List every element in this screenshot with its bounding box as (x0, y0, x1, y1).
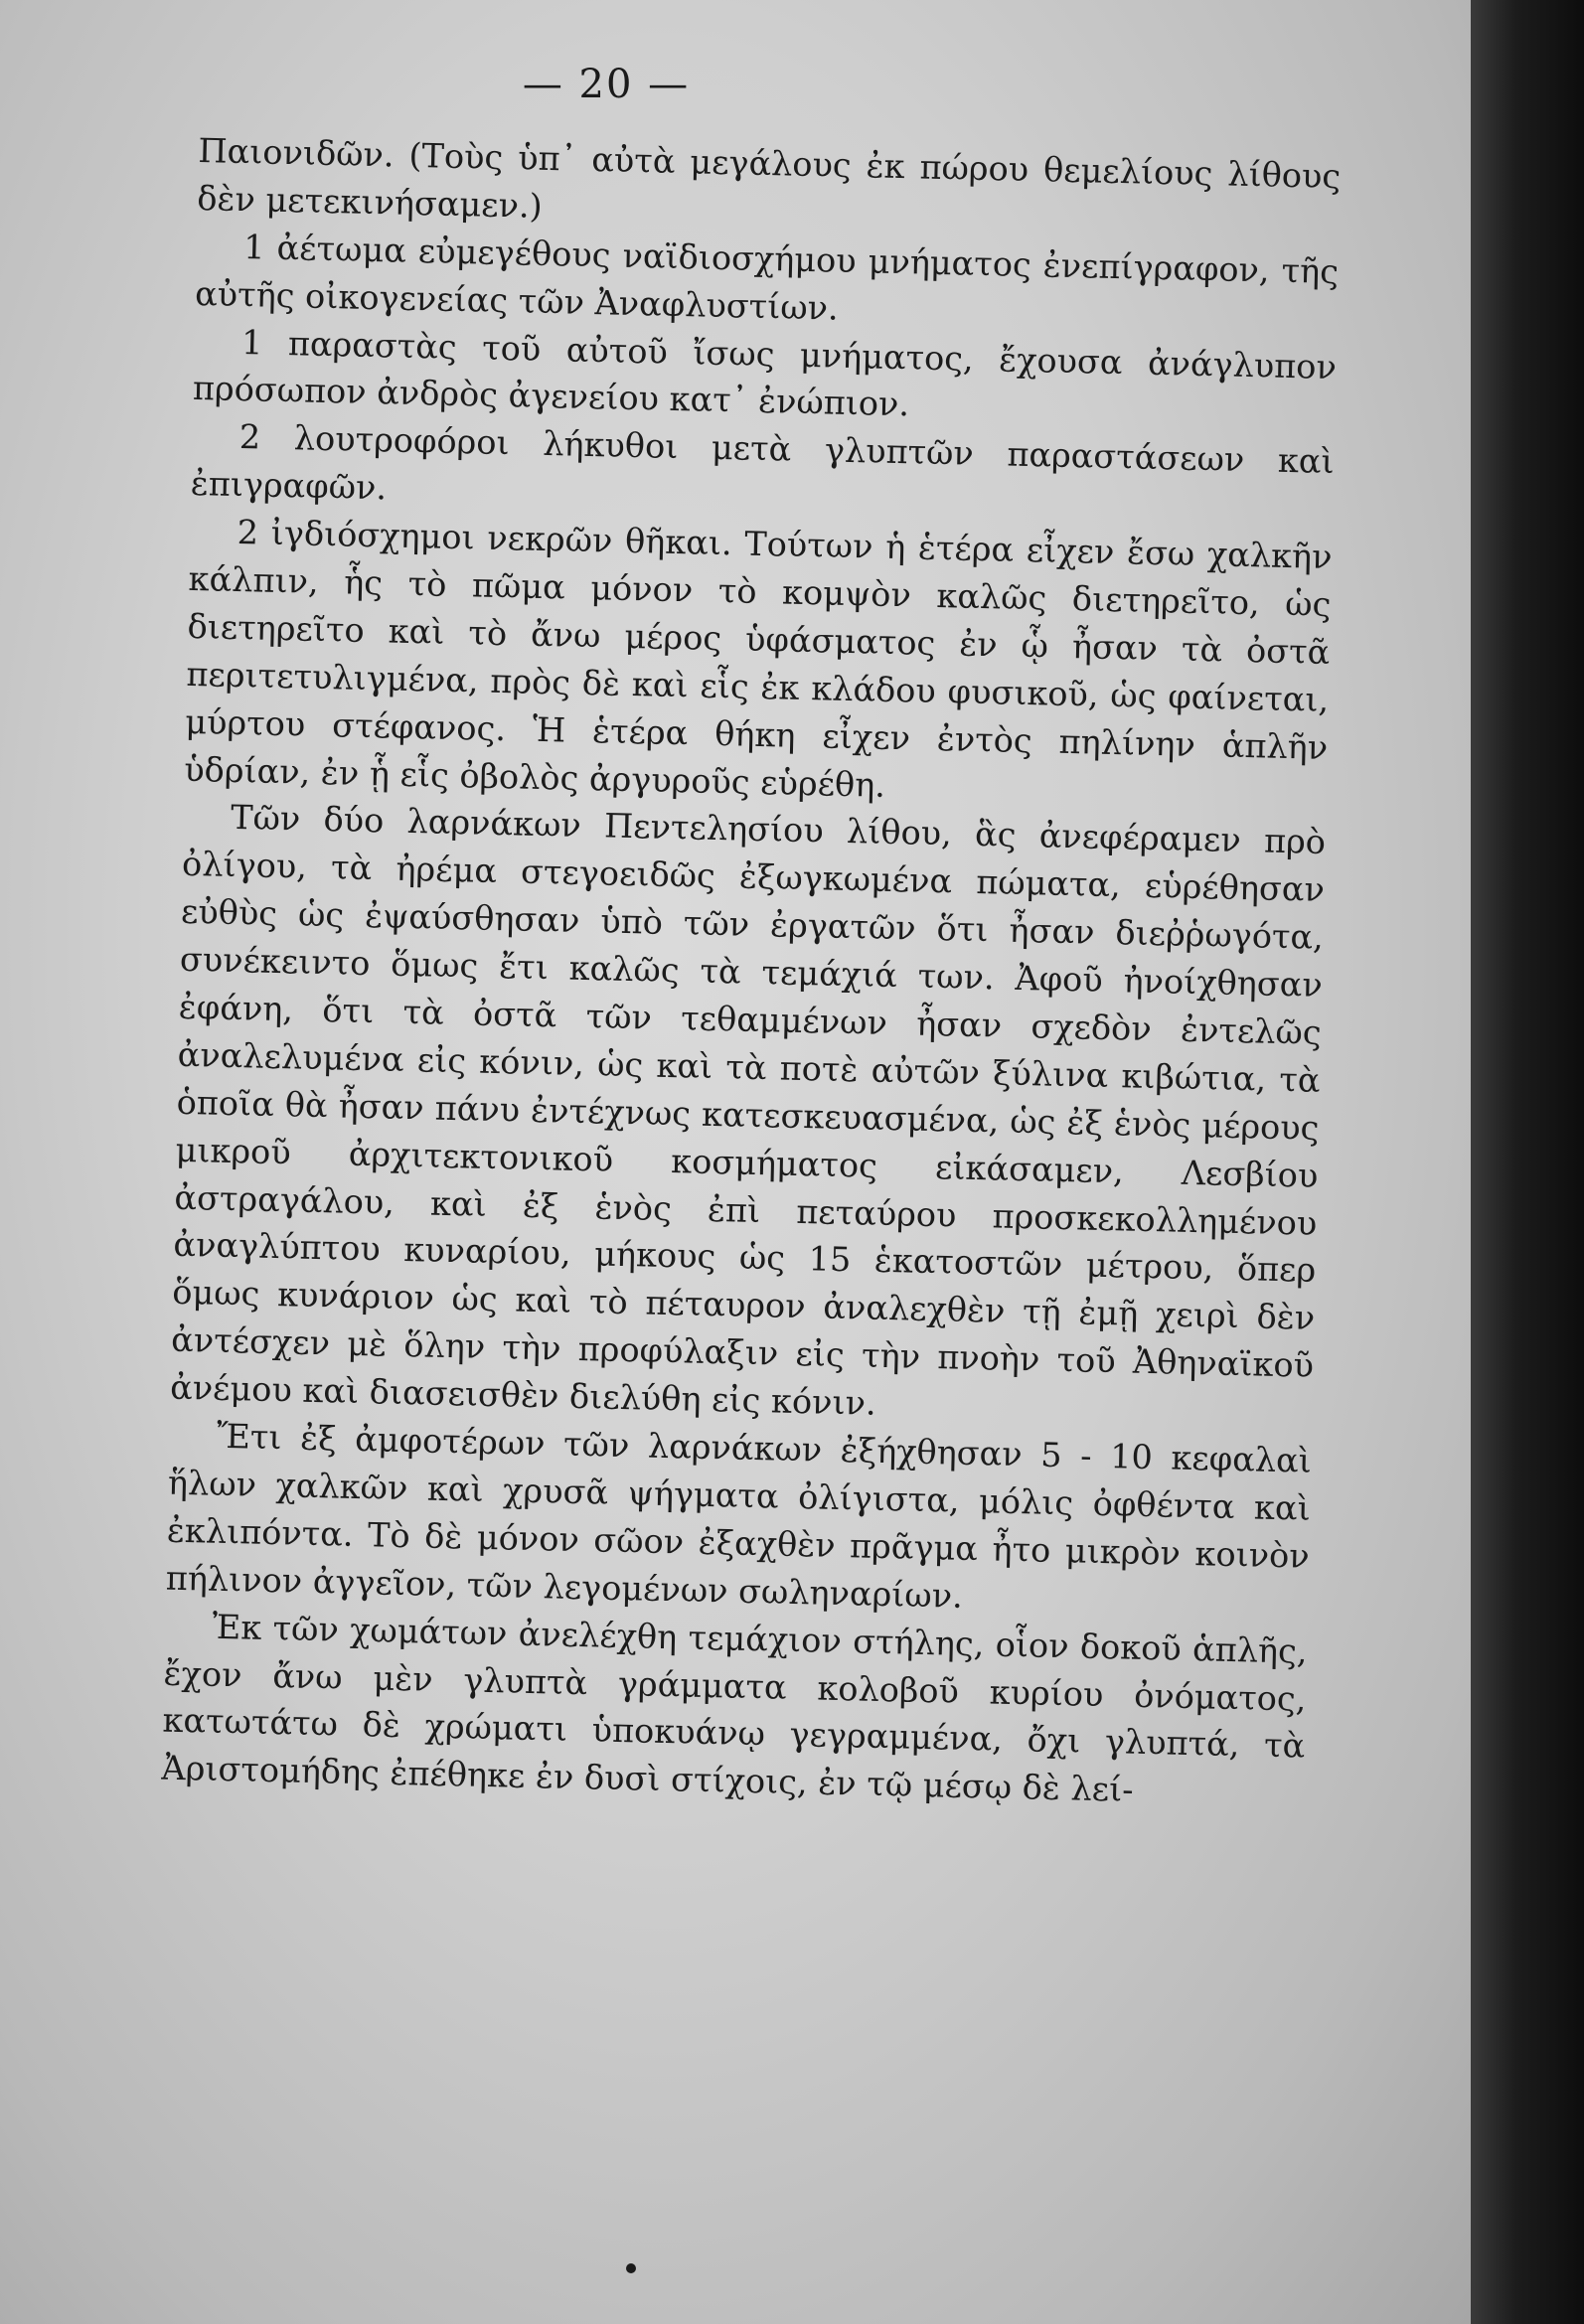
page-number: — 20 — (522, 62, 691, 107)
paragraph-4: 2 λουτροφόροι λήκυθοι μετὰ γλυπτῶν παραστάσεων καὶ ἐπιγραφῶν. (190, 417, 1336, 508)
paragraph-1: Παιονιδῶν. (Τοὺς ὑπ᾽ αὐτὰ μεγάλους ἐκ πώρου θεμελίους λίθους δὲν μετεκινήσαμεν.) (196, 130, 1342, 226)
book-spine-shadow (1471, 0, 1584, 2324)
ink-dot (626, 2263, 636, 2273)
body-text (161, 127, 1342, 1818)
paragraph-7: Ἔτι ἐξ ἀμφοτέρων τῶν λαρνάκων ἐξήχθησαν 5 - 10 κεφαλαὶ ἥλων χαλκῶν καὶ χρυσᾶ ψήγματα ὀλίγιστα, μόλις ὀφθέντα καὶ ἐκλιπόντα. Τὸ δὲ μόνον σῶον ἐξαχθὲν πρᾶγμα ἦτο μικρὸν κοινὸν πήλινον ἀγγεῖον, τῶν λεγομένων σωληναρίων. (165, 1416, 1313, 1616)
paragraph-2: 1 ἀέτωμα εὐμεγέθους ναϊδιοσχήμου μνήματος ἐνεπίγραφον, τῆς αὐτῆς οἰκογενείας τῶν Ἀναφλυστίων. (194, 227, 1340, 328)
paragraph-8: Ἐκ τῶν χωμάτων ἀνελέχθη τεμάχιον στήλης, οἷον δοκοῦ ἁπλῆς, ἔχον ἄνω μὲν γλυπτὰ γράμματα κολοβοῦ κυρίου ὀνόματος, κατωτάτω δὲ χρώματι ὑποκυάνῳ γεγραμμένα, ὄχι γλυπτά, τὰ Ἀριστομήδης ἐπέθηκε ἐν δυσὶ στίχοις, ἐν τῷ μέσῳ δὲ λεί- (161, 1607, 1308, 1810)
paragraph-5: 2 ἰγδιόσχημοι νεκρῶν θῆκαι. Τούτων ἡ ἑτέρα εἶχεν ἔσω χαλκῆν κάλπιν, ἧς τὸ πῶμα μόνον τὸ κομψὸν καλῶς διετηρεῖτο, ὡς διετηρεῖτο καὶ τὸ ἄνω μέρος ὑφάσματος ἐν ᾧ ἦσαν τὰ ὀστᾶ περιτετυλιγμένα, πρὸς δὲ καὶ εἷς ἐκ κλάδου φυσικοῦ, ὡς φαίνεται, μύρτου στέφανος. Ἡ ἑτέρα θήκη εἶχεν ἐντὸς πηλίνην ἁπλῆν ὑδρίαν, ἐν ᾗ εἷς ὀβολὸς ἀργυροῦς εὑρέθη. (183, 513, 1333, 805)
paragraph-6: Τῶν δύο λαρνάκων Πεντελησίου λίθου, ἃς ἀνεφέραμεν πρὸ ὀλίγου, τὰ ἠρέμα στεγοειδῶς ἐξωγκωμένα πώματα, εὑρέθησαν εὐθὺς ὡς ἐψαύσθησαν ὑπὸ τῶν ἐργατῶν ὅτι ἦσαν διεῤῥωγότα, συνέκειντο ὅμως ἔτι καλῶς τὰ τεμάχιά των. Ἀφοῦ ἠνοίχθησαν ἐφάνη, ὅτι τὰ ὀστᾶ τῶν τεθαμμένων ἦσαν σχεδὸν ἐντελῶς ἀναλελυμένα εἰς κόνιν, ὡς καὶ τὰ ποτὲ αὐτῶν ξύλινα κιβώτια, τὰ ὁποῖα θὰ ἦσαν πάνυ ἐντέχνως κατεσκευασμένα, ὡς ἐξ ἑνὸς μέρους μικροῦ ἀρχιτεκτονικοῦ κοσμήματος εἰκάσαμεν, Λεσβίου ἀστραγάλου, καὶ ἐξ ἑνὸς ἐπὶ πεταύρου προσκεκολλημένου ἀναγλύπτου κυναρίου, μήκους ὡς 15 ἑκατοστῶν μέτρου, ὅπερ ὅμως κυνάριον ὡς καὶ τὸ πέταυρον ἀναλεχθὲν τῇ ἐμῇ χειρὶ δὲν ἀντέσχεν μὲ ὅλην τὴν προφύλαξιν εἰς τὴν πνοὴν τοῦ Ἀθηναϊκοῦ ἀνέμου καὶ διασεισθὲν διελύθη εἰς κόνιν. (169, 798, 1327, 1423)
paragraph-3: 1 παραστὰς τοῦ αὐτοῦ ἴσως μνήματος, ἔχουσα ἀνάγλυπον πρόσωπον ἀνδρὸς ἀγενείου κατ᾽ ἐνώπιον. (192, 322, 1338, 424)
